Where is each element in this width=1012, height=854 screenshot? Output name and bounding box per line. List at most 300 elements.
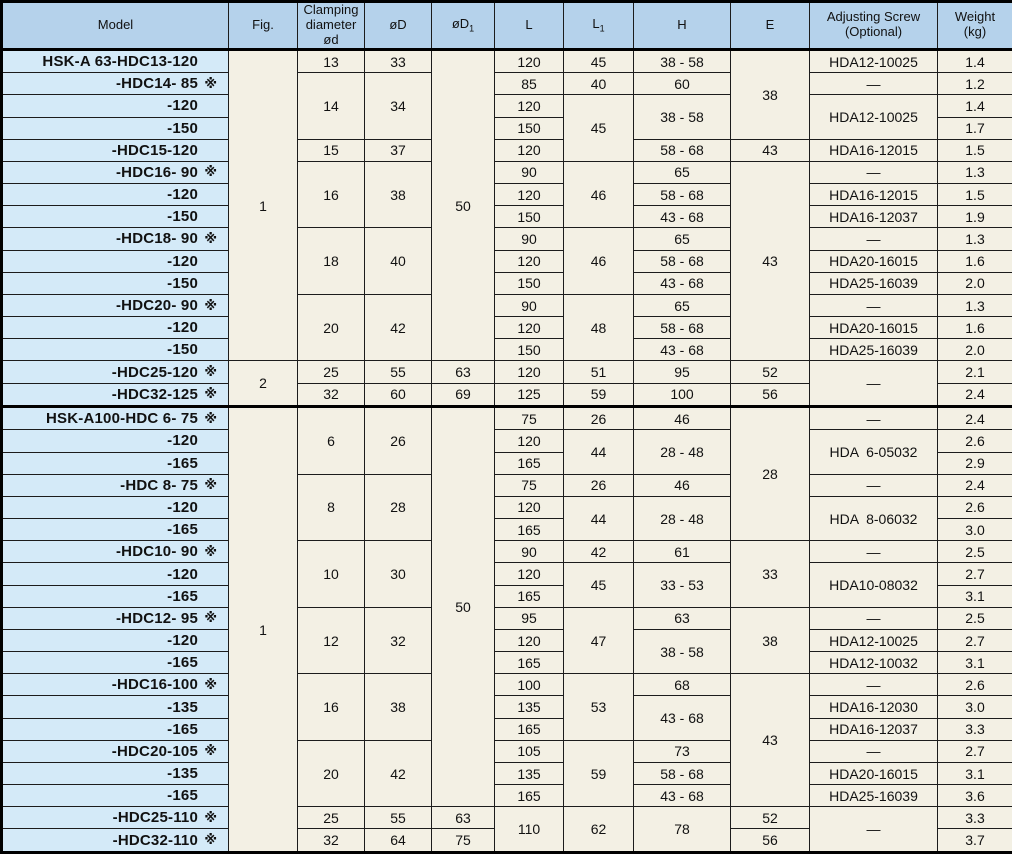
cell-l: 110 — [495, 807, 564, 853]
header-label: H — [677, 16, 687, 32]
cell-weight: 2.4 — [938, 407, 1012, 430]
cell-screw: HDA20-16015 — [810, 762, 938, 784]
cell-l1: 44 — [564, 496, 634, 540]
cell-l: 120 — [495, 250, 564, 272]
reference-mark-icon: ※ — [204, 410, 217, 426]
cell-model — [2, 474, 229, 496]
cell-clamping: 20 — [298, 294, 365, 361]
cell-l: 75 — [495, 474, 564, 496]
cell-model — [2, 674, 229, 696]
cell-model — [2, 762, 229, 784]
table-row — [2, 250, 1012, 272]
cell-weight: 2.5 — [938, 541, 1012, 563]
cell-h: 43 - 68 — [634, 339, 731, 361]
cell-screw: HDA16-12037 — [810, 206, 938, 228]
cell-h: 46 — [634, 407, 731, 430]
model-label: -120 — [167, 319, 198, 337]
cell-weight: 2.0 — [938, 339, 1012, 361]
model-label: -HDC12- 95 — [115, 609, 198, 627]
cell-h: 58 - 68 — [634, 250, 731, 272]
cell-model — [2, 519, 229, 541]
cell-d: 38 — [365, 674, 432, 741]
model-label: -HDC18- 90 — [115, 230, 198, 248]
cell-weight: 2.4 — [938, 383, 1012, 406]
model-label: -HDC15-120 — [111, 141, 198, 159]
reference-mark-icon: ※ — [204, 832, 217, 848]
cell-l: 100 — [495, 674, 564, 696]
cell-e: 56 — [731, 383, 810, 406]
cell-d: 38 — [365, 161, 432, 228]
cell-model — [2, 585, 229, 607]
cell-l1: 53 — [564, 674, 634, 741]
cell-screw: HDA25-16039 — [810, 785, 938, 807]
cell-model — [2, 383, 229, 406]
cell-d: 42 — [365, 740, 432, 807]
cell-weight: 1.9 — [938, 206, 1012, 228]
cell-model — [2, 696, 229, 718]
cell-d1: 63 — [432, 807, 495, 829]
reference-mark-icon: ※ — [204, 230, 217, 246]
cell-l1: 59 — [564, 740, 634, 807]
cell-weight: 1.4 — [938, 49, 1012, 72]
model-label: -165 — [167, 787, 198, 805]
cell-l: 135 — [495, 696, 564, 718]
model-label: -HDC14- 85 — [115, 75, 198, 93]
model-label: -165 — [167, 587, 198, 605]
cell-screw: HDA25-16039 — [810, 339, 938, 361]
cell-h: 61 — [634, 541, 731, 563]
reference-mark-icon: ※ — [204, 364, 217, 380]
cell-l1: 26 — [564, 407, 634, 430]
model-label: -120 — [167, 186, 198, 204]
reference-mark-icon: ※ — [204, 164, 217, 180]
model-label: -HDC16-100 — [111, 676, 198, 694]
cell-l: 165 — [495, 519, 564, 541]
column-header-h — [634, 2, 731, 50]
cell-l: 120 — [495, 317, 564, 339]
model-label: -120 — [167, 498, 198, 516]
cell-screw: HDA 8-06032 — [810, 496, 938, 540]
cell-l1: 44 — [564, 430, 634, 474]
cell-weight: 1.7 — [938, 117, 1012, 139]
cell-screw: — — [810, 161, 938, 183]
cell-weight: 2.6 — [938, 496, 1012, 518]
cell-screw: HDA20-16015 — [810, 250, 938, 272]
cell-clamping: 15 — [298, 139, 365, 161]
cell-h: 38 - 58 — [634, 49, 731, 72]
cell-screw: HDA10-08032 — [810, 563, 938, 607]
cell-clamping: 8 — [298, 474, 365, 541]
cell-weight: 2.1 — [938, 361, 1012, 383]
model-label: -120 — [167, 432, 198, 450]
cell-clamping: 25 — [298, 361, 365, 383]
cell-clamping: 10 — [298, 541, 365, 608]
cell-d: 55 — [365, 807, 432, 829]
cell-weight: 2.6 — [938, 430, 1012, 452]
cell-l1: 42 — [564, 541, 634, 563]
cell-l: 120 — [495, 139, 564, 161]
model-label: -150 — [167, 208, 198, 226]
cell-l: 120 — [495, 496, 564, 518]
cell-h: 38 - 58 — [634, 629, 731, 673]
column-header-d — [365, 2, 432, 50]
cell-h: 43 - 68 — [634, 272, 731, 294]
cell-clamping: 12 — [298, 607, 365, 674]
cell-fig: 2 — [229, 361, 298, 407]
cell-l: 165 — [495, 652, 564, 674]
header-row — [2, 2, 1012, 50]
model-label: -165 — [167, 720, 198, 738]
cell-l: 150 — [495, 339, 564, 361]
reference-mark-icon: ※ — [204, 543, 217, 559]
cell-d: 37 — [365, 139, 432, 161]
model-label: -150 — [167, 119, 198, 137]
cell-l1: 46 — [564, 228, 634, 295]
cell-weight: 1.3 — [938, 294, 1012, 316]
cell-h: 38 - 58 — [634, 95, 731, 139]
cell-l: 165 — [495, 585, 564, 607]
cell-model — [2, 339, 229, 361]
column-header-e — [731, 2, 810, 50]
table-row — [2, 206, 1012, 228]
cell-h: 68 — [634, 674, 731, 696]
cell-weight: 3.3 — [938, 807, 1012, 829]
cell-d1: 63 — [432, 361, 495, 383]
cell-screw: — — [810, 73, 938, 95]
header-line: Adjusting Screw — [826, 9, 921, 25]
cell-screw: HDA 6-05032 — [810, 430, 938, 474]
cell-l: 120 — [495, 629, 564, 651]
cell-l: 165 — [495, 718, 564, 740]
cell-model — [2, 161, 229, 183]
cell-screw: — — [810, 474, 938, 496]
header-subscript: 1 — [599, 23, 605, 34]
cell-model — [2, 785, 229, 807]
table-row — [2, 652, 1012, 674]
cell-screw: — — [810, 294, 938, 316]
cell-l: 95 — [495, 607, 564, 629]
cell-weight: 2.7 — [938, 740, 1012, 762]
table-row — [2, 361, 1012, 383]
model-label: -150 — [167, 341, 198, 359]
cell-l: 120 — [495, 95, 564, 117]
cell-l: 120 — [495, 184, 564, 206]
cell-clamping: 13 — [298, 49, 365, 72]
cell-h: 65 — [634, 294, 731, 316]
cell-model — [2, 496, 229, 518]
cell-d1: 50 — [432, 49, 495, 361]
table-row — [2, 339, 1012, 361]
cell-h: 28 - 48 — [634, 430, 731, 474]
cell-l: 125 — [495, 383, 564, 406]
table-row — [2, 541, 1012, 563]
cell-screw: HDA12-10025 — [810, 629, 938, 651]
cell-weight: 3.7 — [938, 829, 1012, 853]
cell-h: 95 — [634, 361, 731, 383]
cell-screw: — — [810, 674, 938, 696]
cell-model — [2, 563, 229, 585]
cell-weight: 2.7 — [938, 629, 1012, 651]
cell-d1: 50 — [432, 407, 495, 807]
cell-l1: 51 — [564, 361, 634, 383]
header-label: L — [592, 15, 600, 31]
cell-l: 120 — [495, 430, 564, 452]
cell-screw: — — [810, 807, 938, 853]
header-line: Clamping — [303, 2, 359, 17]
cell-e: 43 — [731, 674, 810, 807]
cell-e: 43 — [731, 161, 810, 361]
cell-weight: 1.3 — [938, 161, 1012, 183]
cell-d: 40 — [365, 228, 432, 295]
cell-model — [2, 73, 229, 95]
cell-weight: 1.6 — [938, 317, 1012, 339]
cell-l: 120 — [495, 49, 564, 72]
reference-mark-icon: ※ — [204, 809, 217, 825]
cell-d: 26 — [365, 407, 432, 475]
cell-l: 165 — [495, 785, 564, 807]
table-row — [2, 272, 1012, 294]
cell-e: 28 — [731, 407, 810, 541]
cell-l1: 46 — [564, 161, 634, 228]
table-body — [2, 49, 1012, 852]
cell-l: 150 — [495, 272, 564, 294]
cell-d1: 75 — [432, 829, 495, 853]
cell-model — [2, 740, 229, 762]
cell-screw: HDA12-10032 — [810, 652, 938, 674]
cell-weight: 3.0 — [938, 519, 1012, 541]
cell-h: 60 — [634, 73, 731, 95]
cell-model — [2, 184, 229, 206]
cell-weight: 1.5 — [938, 139, 1012, 161]
cell-h: 43 - 68 — [634, 696, 731, 740]
header-line: Weight — [954, 9, 996, 25]
cell-weight: 2.4 — [938, 474, 1012, 496]
cell-model — [2, 117, 229, 139]
cell-h: 78 — [634, 807, 731, 853]
header-label: Model — [97, 16, 134, 32]
cell-weight: 3.0 — [938, 696, 1012, 718]
cell-screw: — — [810, 407, 938, 430]
cell-weight: 3.3 — [938, 718, 1012, 740]
cell-fig: 1 — [229, 49, 298, 361]
model-label: -HDC32-125 — [111, 385, 198, 403]
reference-mark-icon: ※ — [204, 297, 217, 313]
cell-h: 58 - 68 — [634, 762, 731, 784]
cell-l: 105 — [495, 740, 564, 762]
cell-h: 100 — [634, 383, 731, 406]
model-label: -120 — [167, 252, 198, 270]
cell-screw: HDA12-10025 — [810, 95, 938, 139]
reference-mark-icon: ※ — [204, 676, 217, 692]
table-row — [2, 607, 1012, 629]
reference-mark-icon: ※ — [204, 75, 217, 91]
table-row — [2, 317, 1012, 339]
cell-l1: 48 — [564, 294, 634, 361]
cell-weight: 3.1 — [938, 652, 1012, 674]
model-label: -120 — [167, 632, 198, 650]
cell-l1: 45 — [564, 49, 634, 72]
cell-h: 58 - 68 — [634, 317, 731, 339]
table-row — [2, 629, 1012, 651]
cell-weight: 1.2 — [938, 73, 1012, 95]
cell-screw: — — [810, 361, 938, 407]
cell-l: 90 — [495, 294, 564, 316]
reference-mark-icon: ※ — [204, 477, 217, 493]
header-label: L — [525, 16, 533, 32]
column-header-l1 — [564, 2, 634, 50]
cell-h: 65 — [634, 228, 731, 250]
cell-model — [2, 430, 229, 452]
cell-weight: 2.9 — [938, 452, 1012, 474]
cell-weight: 2.6 — [938, 674, 1012, 696]
cell-screw: HDA25-16039 — [810, 272, 938, 294]
cell-screw: — — [810, 541, 938, 563]
column-header-screw — [810, 2, 938, 50]
cell-l1: 47 — [564, 607, 634, 674]
model-label: -150 — [167, 274, 198, 292]
model-label: -120 — [167, 97, 198, 115]
cell-e: 52 — [731, 807, 810, 829]
table-row — [2, 161, 1012, 183]
cell-weight: 2.7 — [938, 563, 1012, 585]
table-row — [2, 762, 1012, 784]
cell-model — [2, 361, 229, 383]
model-label: HSK-A 63-HDC13-120 — [42, 53, 198, 70]
cell-clamping: 14 — [298, 73, 365, 140]
cell-h: 63 — [634, 607, 731, 629]
cell-weight: 3.6 — [938, 785, 1012, 807]
cell-l1: 45 — [564, 563, 634, 607]
cell-model — [2, 49, 229, 72]
table-row — [2, 563, 1012, 585]
cell-screw: — — [810, 607, 938, 629]
column-header-model — [2, 2, 229, 50]
cell-h: 46 — [634, 474, 731, 496]
cell-screw: HDA16-12030 — [810, 696, 938, 718]
table-row — [2, 228, 1012, 250]
cell-weight: 1.4 — [938, 95, 1012, 117]
model-label: -165 — [167, 454, 198, 472]
cell-weight: 2.5 — [938, 607, 1012, 629]
reference-mark-icon: ※ — [204, 386, 217, 402]
header-line: (kg) — [963, 24, 987, 40]
cell-screw: HDA12-10025 — [810, 49, 938, 72]
cell-model — [2, 95, 229, 117]
column-header-fig — [229, 2, 298, 50]
table-row — [2, 139, 1012, 161]
model-label: -HDC25-120 — [111, 363, 198, 381]
cell-screw: HDA20-16015 — [810, 317, 938, 339]
table-row — [2, 474, 1012, 496]
cell-h: 33 - 53 — [634, 563, 731, 607]
cell-l: 90 — [495, 161, 564, 183]
cell-clamping: 20 — [298, 740, 365, 807]
cell-l: 150 — [495, 206, 564, 228]
cell-l: 85 — [495, 73, 564, 95]
column-header-l — [495, 2, 564, 50]
cell-d1: 69 — [432, 383, 495, 406]
cell-h: 28 - 48 — [634, 496, 731, 540]
cell-h: 65 — [634, 161, 731, 183]
column-header-clamping — [298, 2, 365, 50]
column-header-weight — [938, 2, 1012, 50]
cell-model — [2, 629, 229, 651]
cell-d: 30 — [365, 541, 432, 608]
header-label: E — [765, 16, 775, 32]
cell-d: 28 — [365, 474, 432, 541]
cell-l1: 45 — [564, 95, 634, 162]
table-row — [2, 807, 1012, 829]
cell-clamping: 18 — [298, 228, 365, 295]
table-header — [2, 2, 1012, 50]
header-label: øD — [451, 15, 470, 31]
model-label: -120 — [167, 565, 198, 583]
cell-d: 55 — [365, 361, 432, 383]
cell-clamping: 25 — [298, 807, 365, 829]
cell-l: 135 — [495, 762, 564, 784]
cell-clamping: 32 — [298, 829, 365, 853]
cell-e: 38 — [731, 49, 810, 139]
table-row — [2, 294, 1012, 316]
cell-l: 150 — [495, 117, 564, 139]
cell-e: 52 — [731, 361, 810, 383]
cell-model — [2, 607, 229, 629]
table-row — [2, 696, 1012, 718]
column-header-d1 — [432, 2, 495, 50]
cell-model — [2, 206, 229, 228]
cell-model — [2, 272, 229, 294]
cell-e: 43 — [731, 139, 810, 161]
cell-model — [2, 317, 229, 339]
cell-d: 34 — [365, 73, 432, 140]
cell-fig: 1 — [229, 407, 298, 853]
cell-model — [2, 294, 229, 316]
cell-screw: HDA16-12015 — [810, 139, 938, 161]
cell-h: 73 — [634, 740, 731, 762]
model-label: HSK-A100-HDC 6- 75 — [46, 410, 198, 428]
model-label: -135 — [167, 765, 198, 783]
table-row — [2, 718, 1012, 740]
cell-l: 90 — [495, 541, 564, 563]
table-row — [2, 95, 1012, 117]
header-subscript: 1 — [469, 23, 475, 34]
table-row — [2, 407, 1012, 430]
reference-mark-icon: ※ — [204, 610, 217, 626]
header-label: Fig. — [252, 16, 274, 32]
cell-weight: 2.0 — [938, 272, 1012, 294]
table-row — [2, 785, 1012, 807]
cell-l1: 40 — [564, 73, 634, 95]
cell-weight: 3.1 — [938, 585, 1012, 607]
cell-weight: 1.6 — [938, 250, 1012, 272]
table-row — [2, 674, 1012, 696]
cell-d: 64 — [365, 829, 432, 853]
cell-weight: 1.5 — [938, 184, 1012, 206]
header-line: ød — [323, 31, 339, 47]
table-row — [2, 73, 1012, 95]
cell-e: 38 — [731, 607, 810, 674]
cell-screw: HDA16-12015 — [810, 184, 938, 206]
cell-model — [2, 652, 229, 674]
cell-clamping: 6 — [298, 407, 365, 475]
cell-d: 32 — [365, 607, 432, 674]
cell-l: 90 — [495, 228, 564, 250]
header-line: diameter — [305, 16, 357, 32]
cell-weight: 1.3 — [938, 228, 1012, 250]
cell-h: 43 - 68 — [634, 785, 731, 807]
model-label: -135 — [167, 698, 198, 716]
model-label: -HDC16- 90 — [115, 163, 198, 181]
